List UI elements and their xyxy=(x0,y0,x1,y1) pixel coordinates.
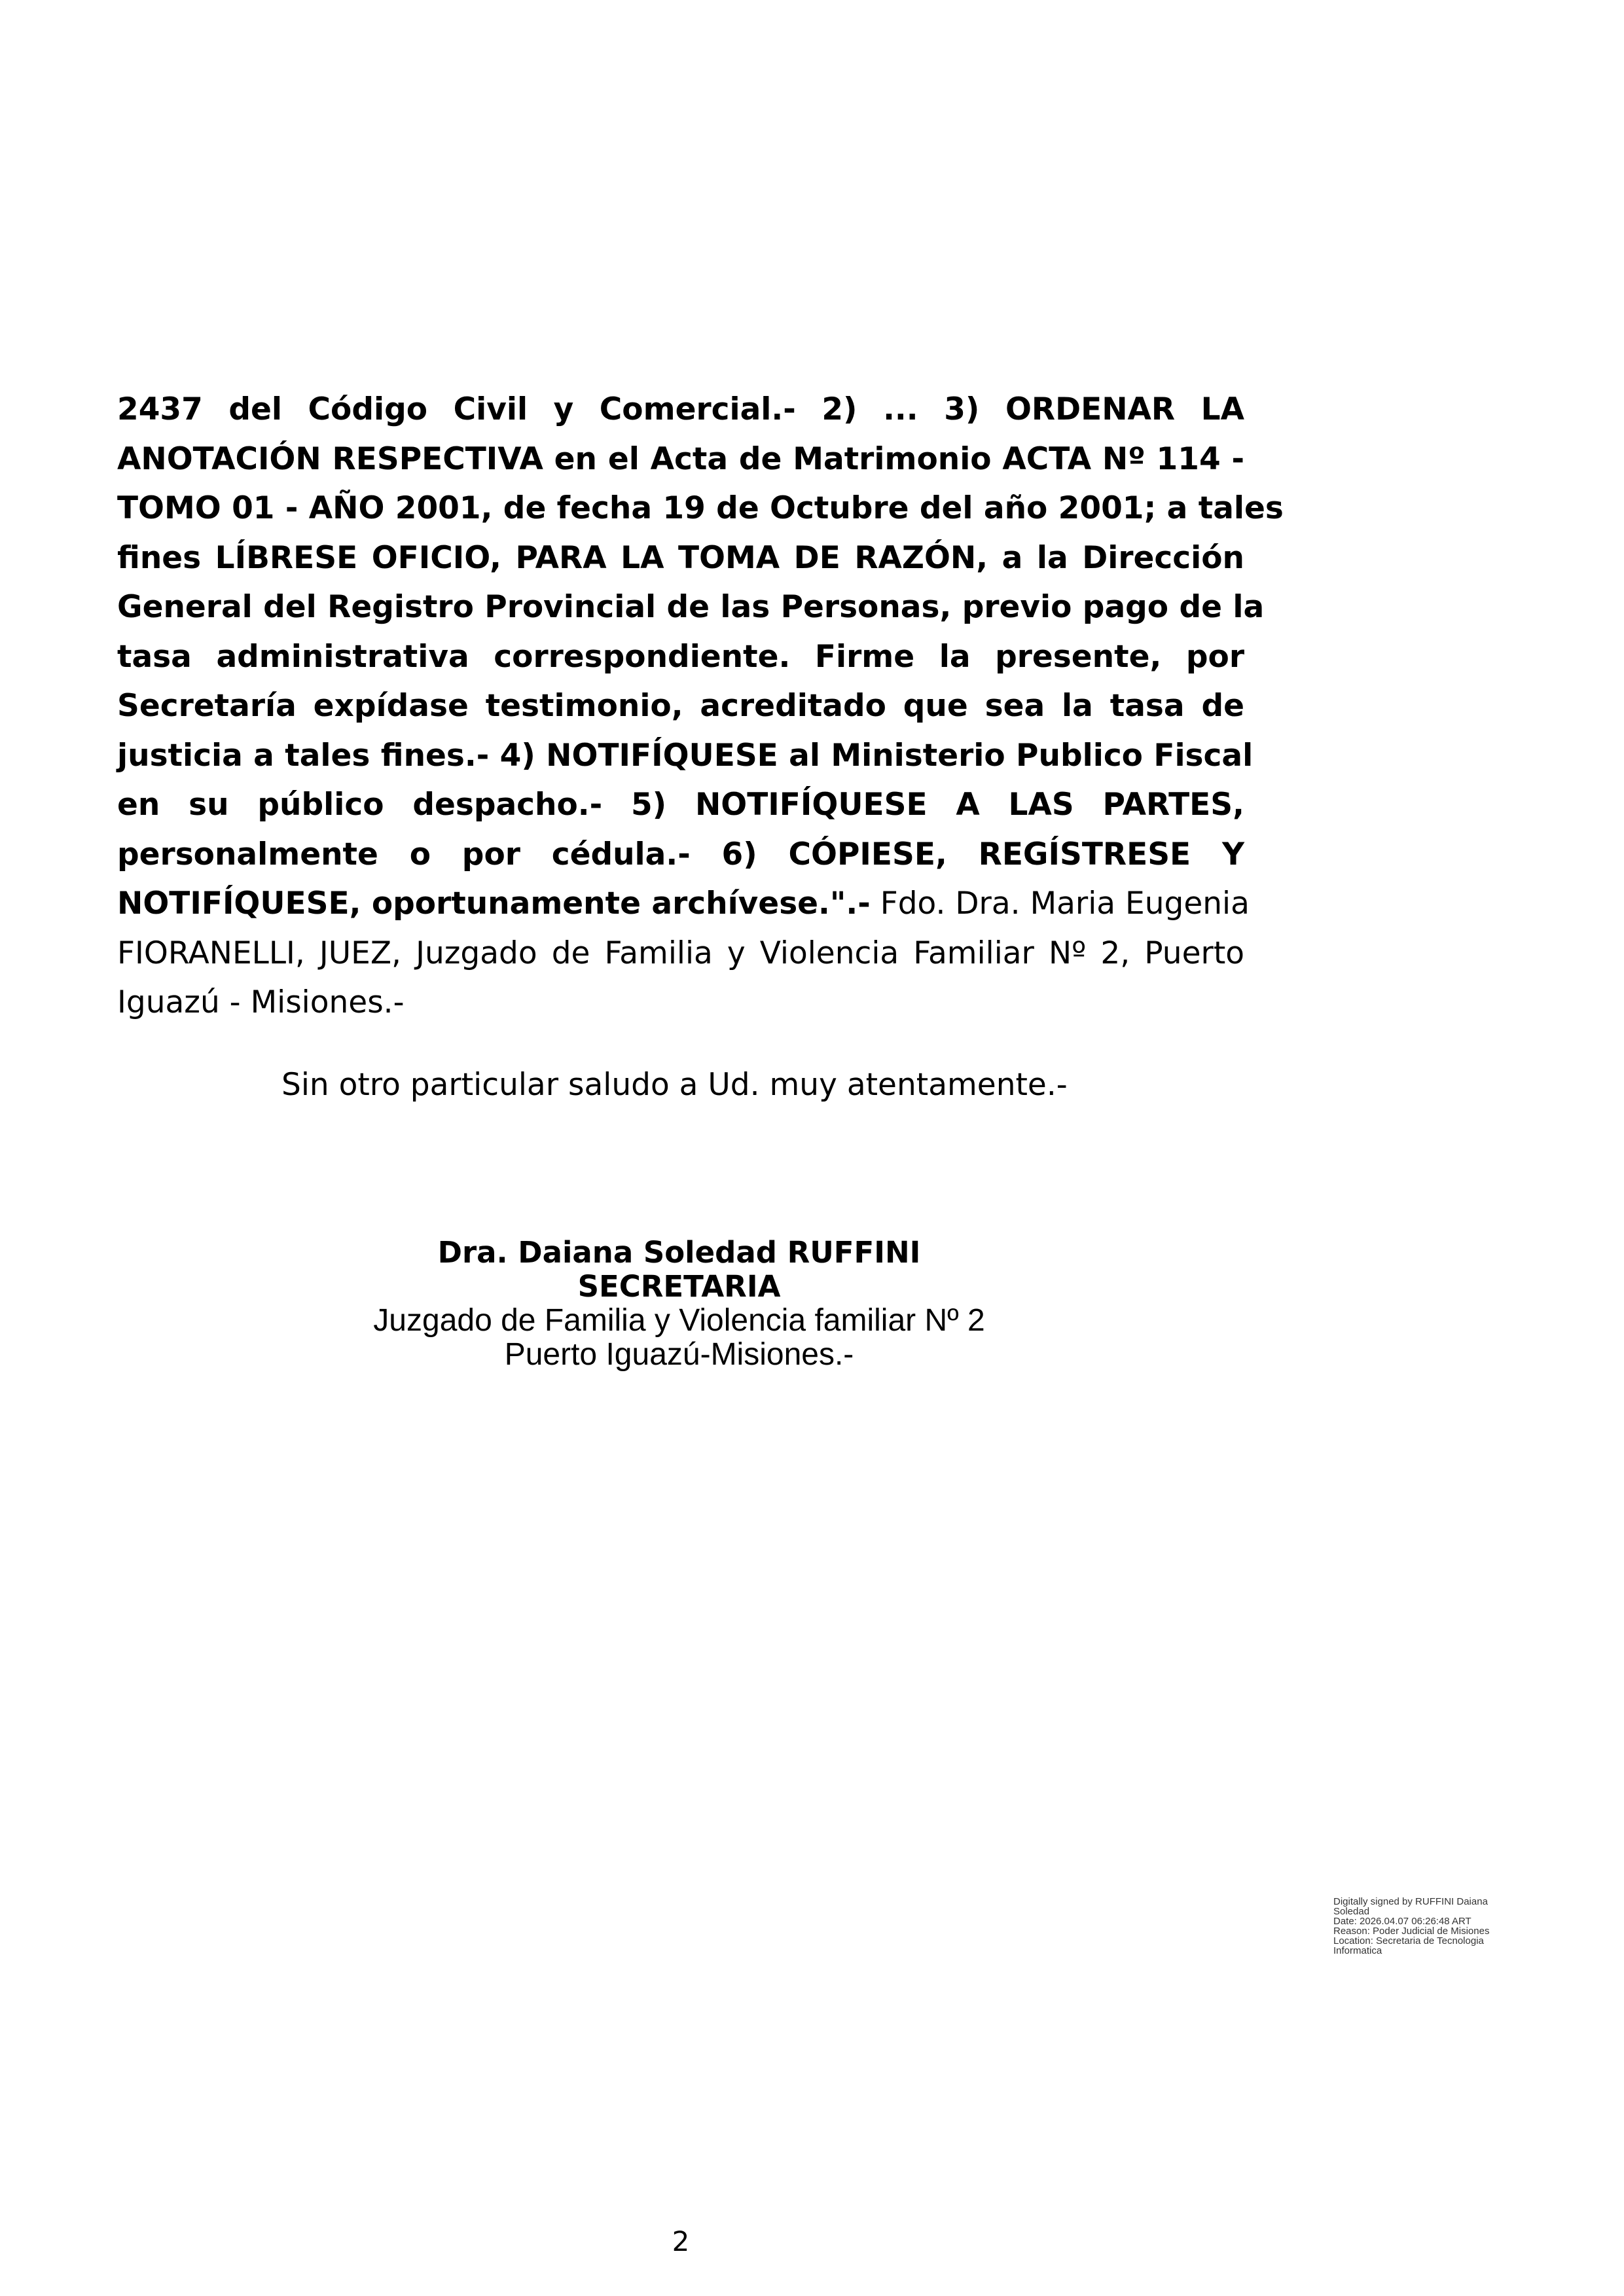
signature-block xyxy=(353,1236,1005,1372)
stamp-line: Informatica xyxy=(1333,1945,1382,1956)
text-line xyxy=(117,435,1244,484)
text-line xyxy=(117,385,1244,435)
text-segment: en su público despacho.- 5) NOTIFÍQUESE A LAS PARTES, xyxy=(117,787,1244,823)
text-segment: ANOTACIÓN RESPECTIVA en el Acta de Matrimonio ACTA Nº 114 - xyxy=(117,440,1244,477)
text-segment: personalmente o por cédula.- 6) CÓPIESE, REGÍSTRESE Y xyxy=(117,836,1244,872)
text-segment: NOTIFÍQUESE, oportunamente archívese.".- xyxy=(117,886,871,922)
text-line xyxy=(117,533,1244,583)
text-segment: Iguazú - Misiones.- xyxy=(117,984,405,1020)
signer-role: SECRETARIA xyxy=(577,1269,781,1304)
stamp-line: Digitally signed by RUFFINI Daiana xyxy=(1333,1896,1488,1907)
stamp-line: Location: Secretaria de Tecnologia xyxy=(1333,1935,1484,1946)
text-line xyxy=(117,929,1244,978)
text-segment: General del Registro Provincial de las Personas, previo pago de la xyxy=(117,589,1265,625)
text-segment: fines LÍBRESE OFICIO, PARA LA TOMA DE RAZÓN, a la Dirección xyxy=(117,539,1244,576)
text-segment: TOMO 01 - AÑO 2001, de fecha 19 de Octubre del año 2001; a tales xyxy=(117,490,1284,526)
signer-name: Dra. Daiana Soledad RUFFINI xyxy=(437,1235,921,1270)
text-line xyxy=(117,681,1244,731)
closing-salutation: Sin otro particular saludo a Ud. muy atentamente.- xyxy=(281,1067,1068,1103)
text-segment: justicia a tales fines.- 4) NOTIFÍQUESE al Ministerio Publico Fiscal xyxy=(117,737,1254,774)
text-segment: Secretaría expídase testimonio, acreditado que sea la tasa de xyxy=(117,688,1244,724)
signer-court: Juzgado de Familia y Violencia familiar Nº 2 xyxy=(373,1303,985,1338)
stamp-line: Date: 2026.04.07 06:26:48 ART xyxy=(1333,1916,1471,1927)
text-segment: tasa administrativa correspondiente. Firme la presente, por xyxy=(117,638,1244,675)
text-line xyxy=(117,731,1254,781)
text-segment: Fdo. Dra. Maria Eugenia xyxy=(870,886,1250,922)
text-line xyxy=(117,830,1244,880)
text-line xyxy=(117,879,1250,929)
stamp-line: Soledad xyxy=(1333,1906,1370,1917)
text-line xyxy=(117,484,1284,533)
text-line xyxy=(117,583,1265,632)
stamp-line: Reason: Poder Judicial de Misiones xyxy=(1333,1926,1490,1937)
text-segment: FIORANELLI, JUEZ, Juzgado de Familia y Violencia Familiar Nº 2, Puerto xyxy=(117,935,1244,971)
text-line xyxy=(117,978,1244,1028)
text-segment: 2437 del Código Civil y Comercial.- 2) ... 3) ORDENAR LA xyxy=(117,391,1244,427)
text-line xyxy=(117,780,1244,830)
resolution-text xyxy=(117,385,1284,1028)
signer-place: Puerto Iguazú-Misiones.- xyxy=(504,1337,854,1372)
text-line xyxy=(117,632,1244,682)
page-number: 2 xyxy=(672,2225,690,2257)
digital-signature-stamp xyxy=(1333,1897,1536,1956)
